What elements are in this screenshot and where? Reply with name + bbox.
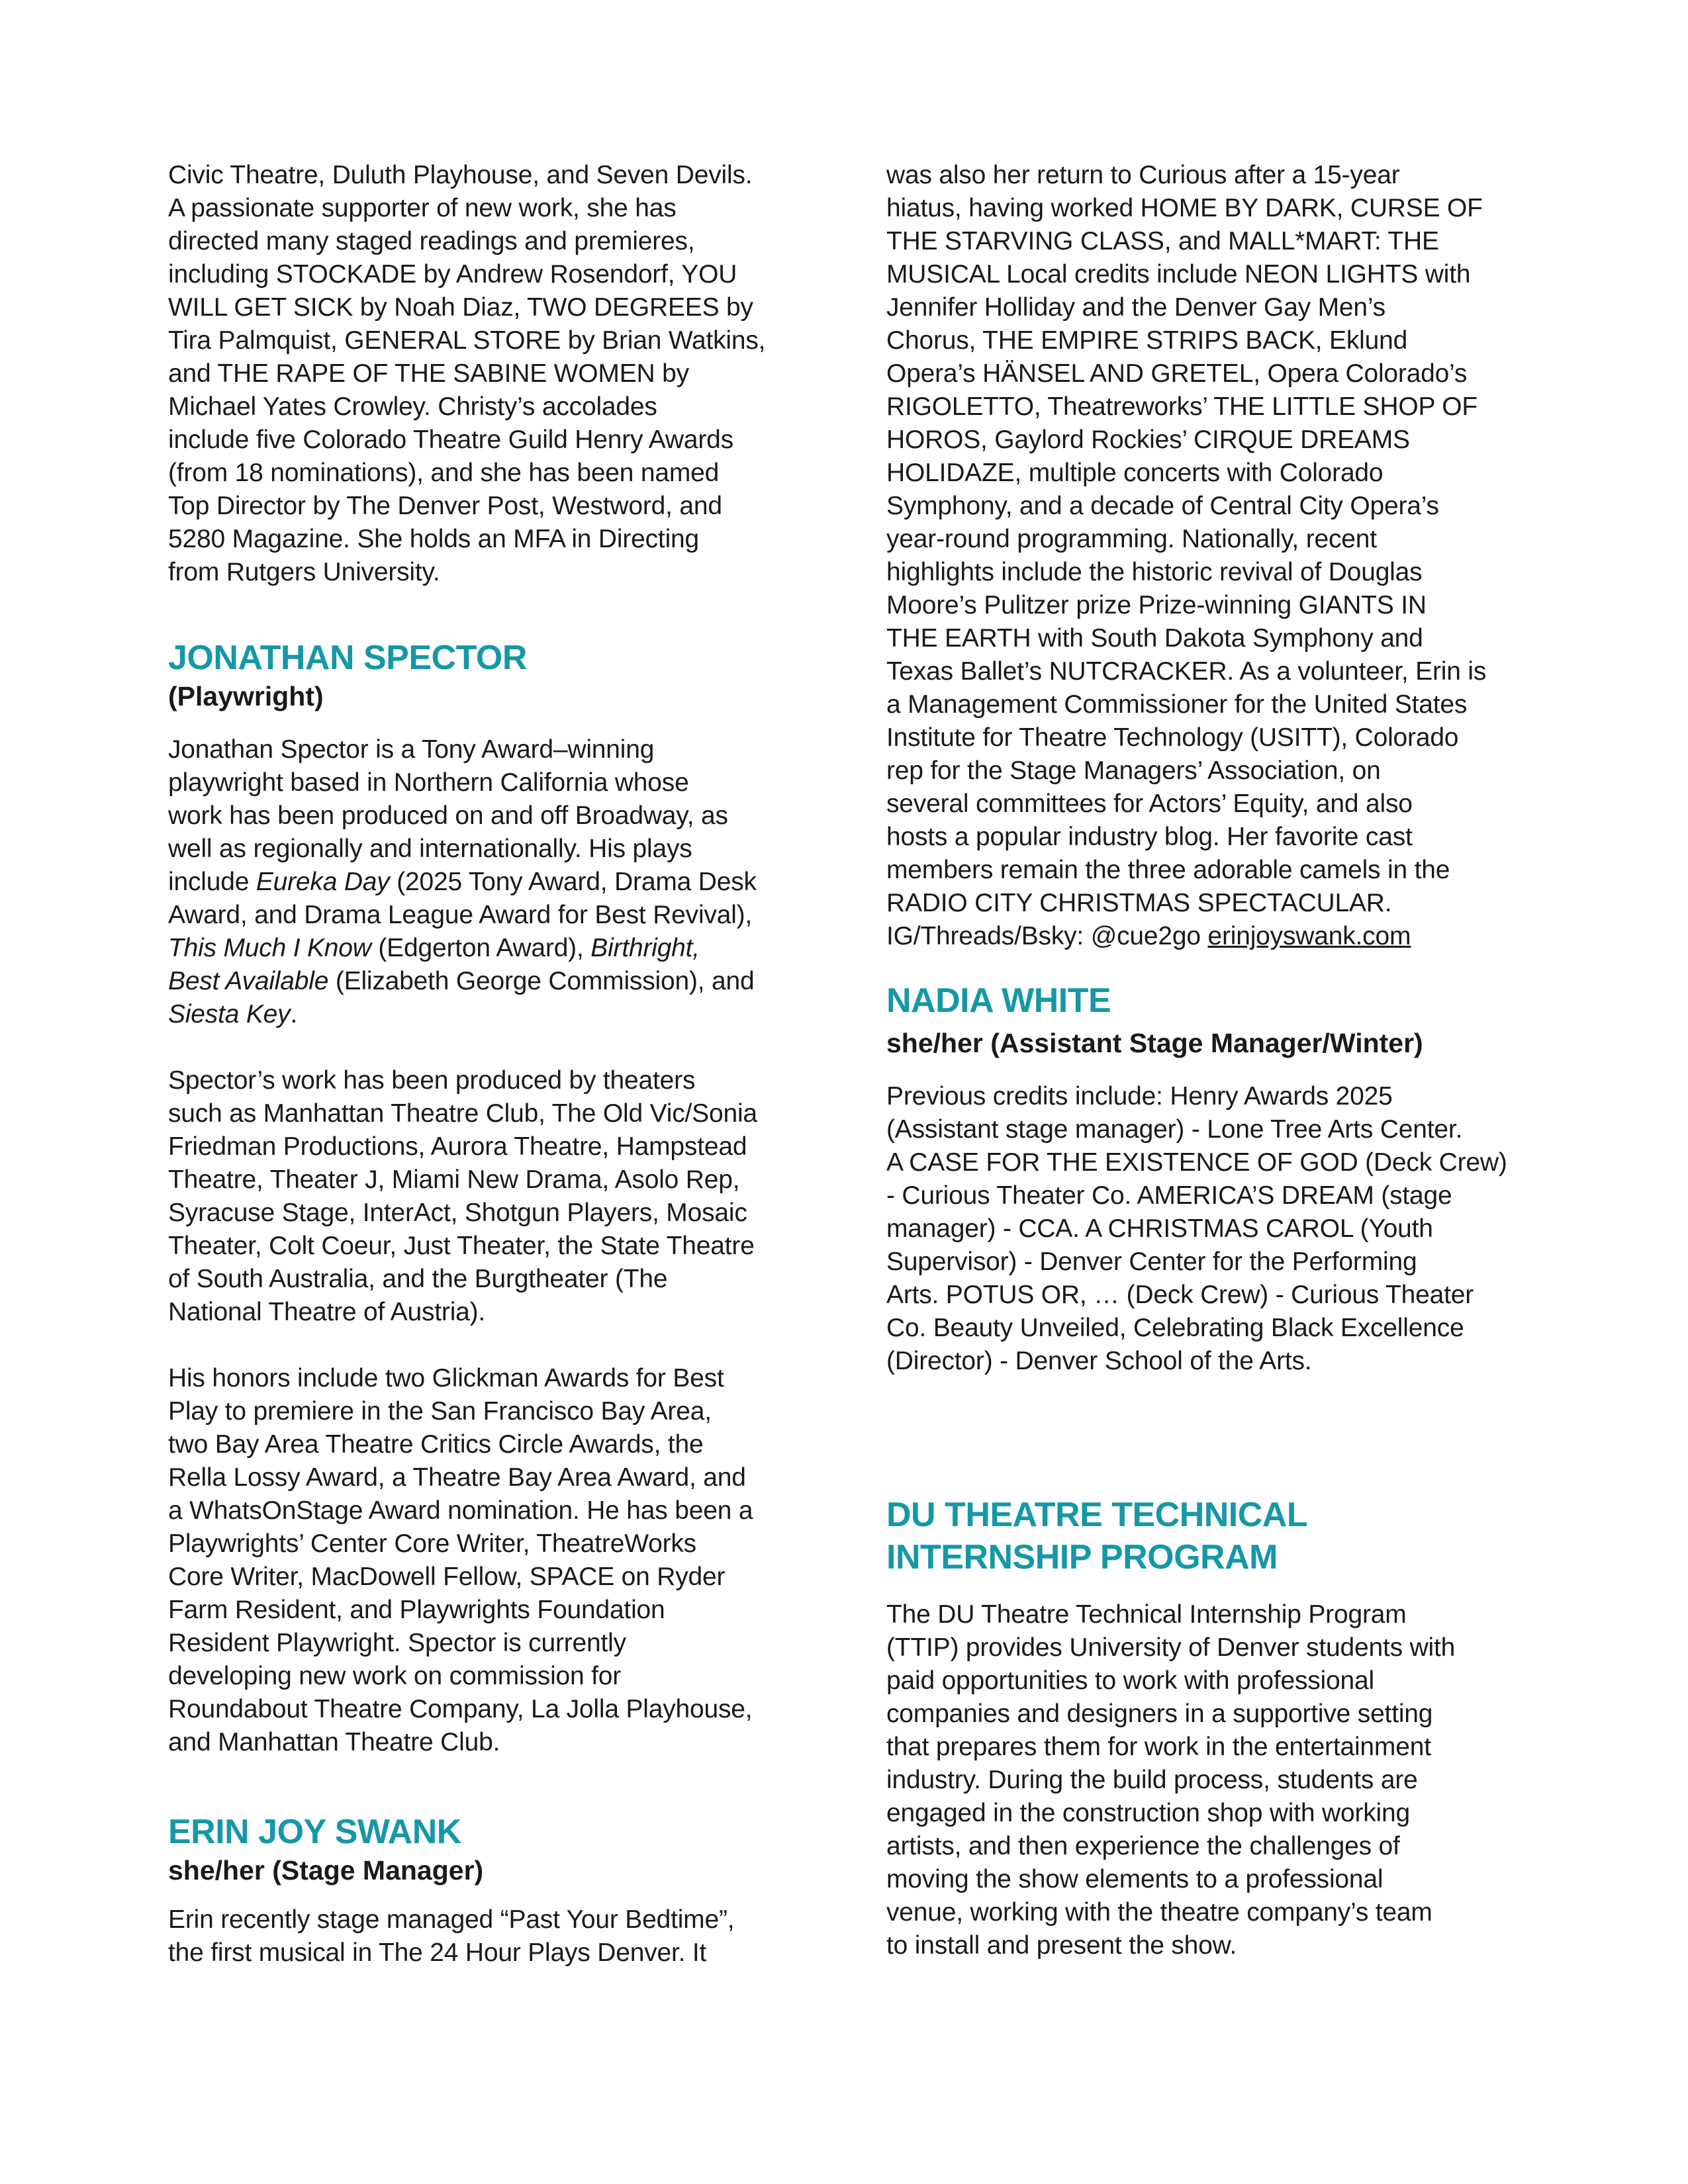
right-column: [886, 159, 1523, 1962]
white-role: she/her (Assistant Stage Manager/Winter): [886, 1028, 1423, 1058]
ttip-title-heading: DU THEATRE TECHNICAL INTERNSHIP PROGRAM: [886, 1496, 1308, 1576]
spector-bio-2: Spector’s work has been produced by theaters such as Manhattan Theatre Club, The Old Vic/Sonia Friedman Productions, Aurora Theatre, Hampstead Theatre, Theater J, Miami New Drama, Asolo Rep, Syracuse Stage, InterAct, Shotgun Players, Mosaic Theater, Colt Coeur, Just Theater, the State Theatre of South Australia, and the Burgtheater (The National Theatre of Austria).: [168, 1066, 757, 1326]
spector-bio-1: Jonathan Spector is a Tony Award–winning playwright based in Northern California whose work has been produced on and off Broadway, as well as regionally and internationally. His plays include Eureka Day (2025 Tony Award, Drama Desk Award, and Drama League Award for Best Revival), This Much I Know (Edgerton Award), Birthright, Best Available (Elizabeth George Commission), and Siesta Key.: [168, 735, 757, 1028]
ttip-bio: The DU Theatre Technical Internship Program (TTIP) provides University of Denver students with paid opportunities to work with professional companies and designers in a supportive setting that prepares them for work in the entertainment industry. During the build process, students are engaged in the construction shop with working artists, and then experience the challenges of moving the show elements to a professional venue, working with the theatre company’s team to install and present the show.: [886, 1600, 1456, 1960]
swank-role: she/her (Stage Manager): [168, 1855, 484, 1886]
swank-social-handles: IG/Threads/Bsky: @cue2go: [886, 922, 1208, 950]
spector-role: (Playwright): [168, 681, 324, 711]
left-column: [168, 159, 804, 1970]
swank-website-link[interactable]: erinjoyswank.com: [1207, 922, 1411, 950]
swank-bio-continued: was also her return to Curious after a 15-year hiatus, having worked HOME BY DARK, CURSE OF THE STARVING CLASS, and MALL*MART: THE MUSICAL Local credits include NEON LIGHTS with Jennifer Holliday and the Denver Gay Men’s Chorus, THE EMPIRE STRIPS BACK, Eklund Opera’s HÄNSEL AND GRETEL, Opera Colorado’s RIGOLETTO, Theatreworks’ THE LITTLE SHOP OF HOROS, Gaylord Rockies’ CIRQUE DREAMS HOLIDAZE, multiple concerts with Colorado Symphony, and a decade of Central City Opera’s year-round programming. Nationally, recent highlights include the historic revival of Douglas Moore’s Pulitzer prize Prize-winning GIANTS IN THE EARTH with South Dakota Symphony and Texas Ballet’s NUTCRACKER. As a volunteer, Erin is a Management Commissioner for the United States Institute for Theatre Technology (USITT), Colorado rep for the Stage Managers’ Association, on several committees for Actors’ Equity, and also hosts a popular industry blog. Her favorite cast members remain the three adorable camels in the RADIO CITY CHRISTMAS SPECTACULAR. IG/Threads/Bsky: @cue2go erinjoyswank.com: [886, 161, 1487, 950]
white-bio: Previous credits include: Henry Awards 2025 (Assistant stage manager) - Lone Tree Arts Center. A CASE FOR THE EXISTENCE OF GOD (Deck Crew) - Curious Theater Co. AMERICA’S DREAM (stage manager) - CCA. A CHRISTMAS CAROL (Youth Supervisor) - Denver Center for the Performing Arts. POTUS OR, … (Deck Crew) - Curious Theater Co. Beauty Unveiled, Celebrating Black Excellence (Director) - Denver School of the Arts.: [886, 1082, 1507, 1375]
christy-bio-continued: Civic Theatre, Duluth Playhouse, and Seven Devils. A passionate supporter of new work, she has directed many staged readings and premieres, including STOCKADE by Andrew Rosendorf, YOU WILL GET SICK by Noah Diaz, TWO DEGREES by Tira Palmquist, GENERAL STORE by Brian Watkins, and THE RAPE OF THE SABINE WOMEN by Michael Yates Crowley. Christy’s accolades include five Colorado Theatre Guild Henry Awards (from 18 nominations), and she has been named Top Director by The Denver Post, Westword, and 5280 Magazine. She holds an MFA in Directing from Rutgers University.: [168, 161, 766, 586]
spector-name-heading: JONATHAN SPECTOR: [168, 639, 527, 677]
white-name-heading: NADIA WHITE: [886, 981, 1111, 1020]
swank-name-heading: ERIN JOY SWANK: [168, 1813, 461, 1851]
spector-bio-3: His honors include two Glickman Awards for Best Play to premiere in the San Francisco Bay Area, two Bay Area Theatre Critics Circle Awards, the Rella Lossy Award, a Theatre Bay Area Award, and a WhatsOnStage Award nomination. He has been a Playwrights’ Center Core Writer, TheatreWorks Core Writer, MacDowell Fellow, SPACE on Ryder Farm Resident, and Playwrights Foundation Resident Playwright. Spector is currently developing new work on commission for Roundabout Theatre Company, La Jolla Playhouse, and Manhattan Theatre Club.: [168, 1364, 753, 1756]
swank-bio-start: Erin recently stage managed “Past Your Bedtime”, the first musical in The 24 Hour Plays Denver. It: [168, 1905, 735, 1967]
